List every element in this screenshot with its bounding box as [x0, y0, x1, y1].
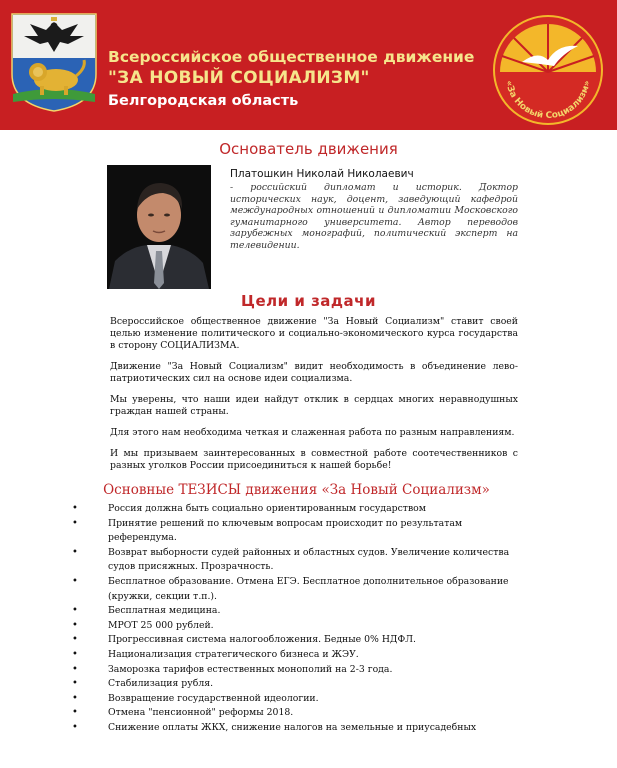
movement-emblem	[492, 14, 604, 126]
goals-paragraph: Движение "За Новый Социализм" видит необходимость в объединение лево-патриотических сил на основе идеи социализма.	[110, 361, 518, 385]
thesis-item: • Прогрессивная система налогообложения. Бедные 0% НДФЛ.	[72, 633, 512, 648]
goals-paragraph: Мы уверены, что наши идеи найдут отклик в сердцах многих неравнодушных граждан нашей страны.	[110, 394, 518, 418]
founder-name: Платошкин Николай Николаевич	[230, 168, 414, 180]
thesis-item: • Бесплатная медицина.	[72, 604, 512, 619]
theses-section-title: Основные ТЕЗИСЫ движения «За Новый Социализм»	[103, 482, 490, 498]
thesis-item: • Принятие решений по ключевым вопросам происходит по результатам референдума.	[72, 517, 512, 546]
thesis-item: • МРОТ 25 000 рублей.	[72, 619, 512, 634]
thesis-item: • Возвращение государственной идеологии.	[72, 692, 512, 707]
thesis-item: • Национализация стратегического бизнеса и ЖЭУ.	[72, 648, 512, 663]
belgorod-coat-of-arms-icon	[10, 12, 98, 112]
founder-photo	[107, 165, 211, 289]
founder-description: - российский дипломат и историк. Доктор исторических наук, доцент, заведующий кафедрой международных отношений и дипломатии Московского гуманитарного университета. Автор переводов зарубежных монографий, политический эксперт на телевидении.	[230, 182, 518, 251]
thesis-item: • Россия должна быть социально ориентированным государством	[72, 502, 512, 517]
thesis-item: • Бесплатное образование. Отмена ЕГЭ. Бесплатное дополнительное образование (кружки, секции т.п.).	[72, 575, 512, 604]
goals-text	[110, 316, 518, 481]
svg-text:«За Новый Социализм»	[503, 80, 593, 122]
header-banner	[0, 0, 617, 130]
thesis-item: • Возврат выборности судей районных и областных судов. Увеличение количества судов присяжных. Прозрачность.	[72, 546, 512, 575]
header-text	[108, 48, 474, 109]
header-line-2: "ЗА НОВЫЙ СОЦИАЛИЗМ"	[108, 68, 370, 88]
header-line-1: Всероссийское общественное движение	[108, 48, 475, 66]
goals-paragraph: И мы призываем заинтересованных в совместной работе соотечественников с разных уголков России присоединиться к нашей борьбе!	[110, 447, 518, 471]
emblem-text-ring	[492, 14, 604, 126]
portrait-image	[107, 165, 211, 289]
header-line-3: Белгородская область	[108, 93, 299, 109]
theses-list	[72, 502, 512, 736]
founder-section-title: Основатель движения	[219, 140, 398, 158]
goals-paragraph: Всероссийское общественное движение "За Новый Социализм" ставит своей целью изменение политического и социально-экономического курса государства в сторону СОЦИАЛИЗМА.	[110, 316, 518, 352]
thesis-item: • Стабилизация рубля.	[72, 677, 512, 692]
thesis-item: • Отмена "пенсионной" реформы 2018.	[72, 706, 512, 721]
goals-paragraph: Для этого нам необходима четкая и слаженная работа по разным направлениям.	[110, 426, 515, 438]
thesis-item: • Снижение оплаты ЖКХ, снижение налогов на земельные и приусадебных	[72, 721, 512, 736]
emblem-text: «За Новый Социализм»	[503, 79, 593, 122]
goals-section-title: Цели и задачи	[241, 292, 376, 310]
thesis-item: • Заморозка тарифов естественных монополий на 2-3 года.	[72, 663, 512, 678]
